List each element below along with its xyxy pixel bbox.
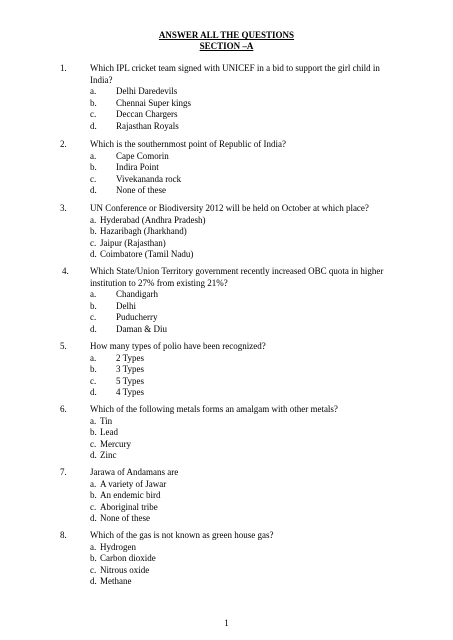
option-b: b. An endemic bird [90, 490, 161, 500]
option-b: b. Hazaribagh (Jharkhand) [90, 226, 187, 236]
question-3 [0, 203, 453, 261]
question-text: Which of the gas is not known as green house gas? [90, 530, 274, 540]
question-6 [0, 404, 453, 462]
option-a: a. A variety of Jawar [90, 478, 167, 489]
question-number: 6. [60, 404, 67, 414]
question-number: 1. [60, 63, 67, 73]
option-a: a. Chandigarh [90, 289, 158, 299]
option-a: a. Tin [90, 415, 113, 426]
option-d: d. Methane [90, 576, 132, 586]
option-a: a. Hyderabad (Andhra Pradesh) [90, 214, 206, 225]
question-number: 4. [62, 266, 69, 276]
question-text: Which is the southernmost point of Republic of India? [90, 139, 286, 149]
option-b: b. Chennai Super kings [90, 97, 191, 108]
question-text-cont: institution to 27% from existing 21%? [90, 277, 228, 288]
option-d: d. Daman & Diu [90, 323, 167, 334]
question-text-cont: India? [90, 74, 113, 85]
option-b: b. Lead [90, 427, 118, 437]
header-section: SECTION –A [199, 41, 254, 51]
question-7 [0, 467, 453, 525]
option-c: c. Vivekananda rock [90, 173, 182, 184]
question-text: Which State/Union Territory government recently increased OBC quota in higher [90, 266, 384, 276]
question-text: Which IPL cricket team signed with UNICEF in a bid to support the girl child in [90, 63, 380, 73]
option-c: c. Deccan Chargers [90, 109, 178, 119]
question-8 [0, 530, 453, 588]
question-text: How many types of polio have been recognized? [90, 341, 266, 351]
option-a: a. 2 Types [90, 352, 144, 363]
option-b: b. Delhi [90, 300, 136, 311]
question-1 [0, 63, 453, 132]
option-b: b. Indira Point [90, 162, 159, 172]
page-header [0, 30, 453, 52]
question-2 [0, 139, 453, 197]
option-d: d. Zinc [90, 450, 117, 460]
option-d: d. 4 Types [90, 387, 144, 397]
question-text: Which of the following metals forms an amalgam with other metals? [90, 404, 338, 414]
question-number: 7. [60, 467, 67, 477]
question-4 [0, 266, 453, 335]
question-text: Jarawa of Andamans are [90, 467, 179, 477]
question-number: 5. [60, 341, 67, 351]
question-5 [0, 341, 453, 399]
question-number: 3. [60, 203, 67, 213]
option-c: c. Puducherry [90, 312, 158, 322]
option-a: a. Delhi Daredevils [90, 86, 178, 96]
option-b: b. 3 Types [90, 364, 144, 374]
question-number: 2. [60, 139, 67, 149]
option-a: a. Hydrogen [90, 541, 136, 552]
header-title: ANSWER ALL THE QUESTIONS [158, 30, 295, 40]
option-c: c. Jaipur (Rajasthan) [90, 237, 166, 248]
option-b: b. Carbon dioxide [90, 553, 156, 563]
question-number: 8. [60, 530, 67, 540]
option-a: a. Cape Comorin [90, 150, 169, 161]
option-d: d. None of these [90, 513, 150, 523]
question-text: UN Conference or Biodiversity 2012 will be held on October at which place? [90, 203, 369, 213]
option-d: d. None of these [90, 185, 166, 195]
option-d: d. Coimbatore (Tamil Nadu) [90, 249, 194, 259]
option-c: c. Mercury [90, 438, 131, 449]
option-c: c. Aboriginal tribe [90, 501, 158, 512]
option-c: c. Nitrous oxide [90, 564, 150, 575]
page-number: 1 [224, 618, 229, 628]
option-c: c. 5 Types [90, 375, 144, 386]
option-d: d. Rajasthan Royals [90, 120, 179, 131]
